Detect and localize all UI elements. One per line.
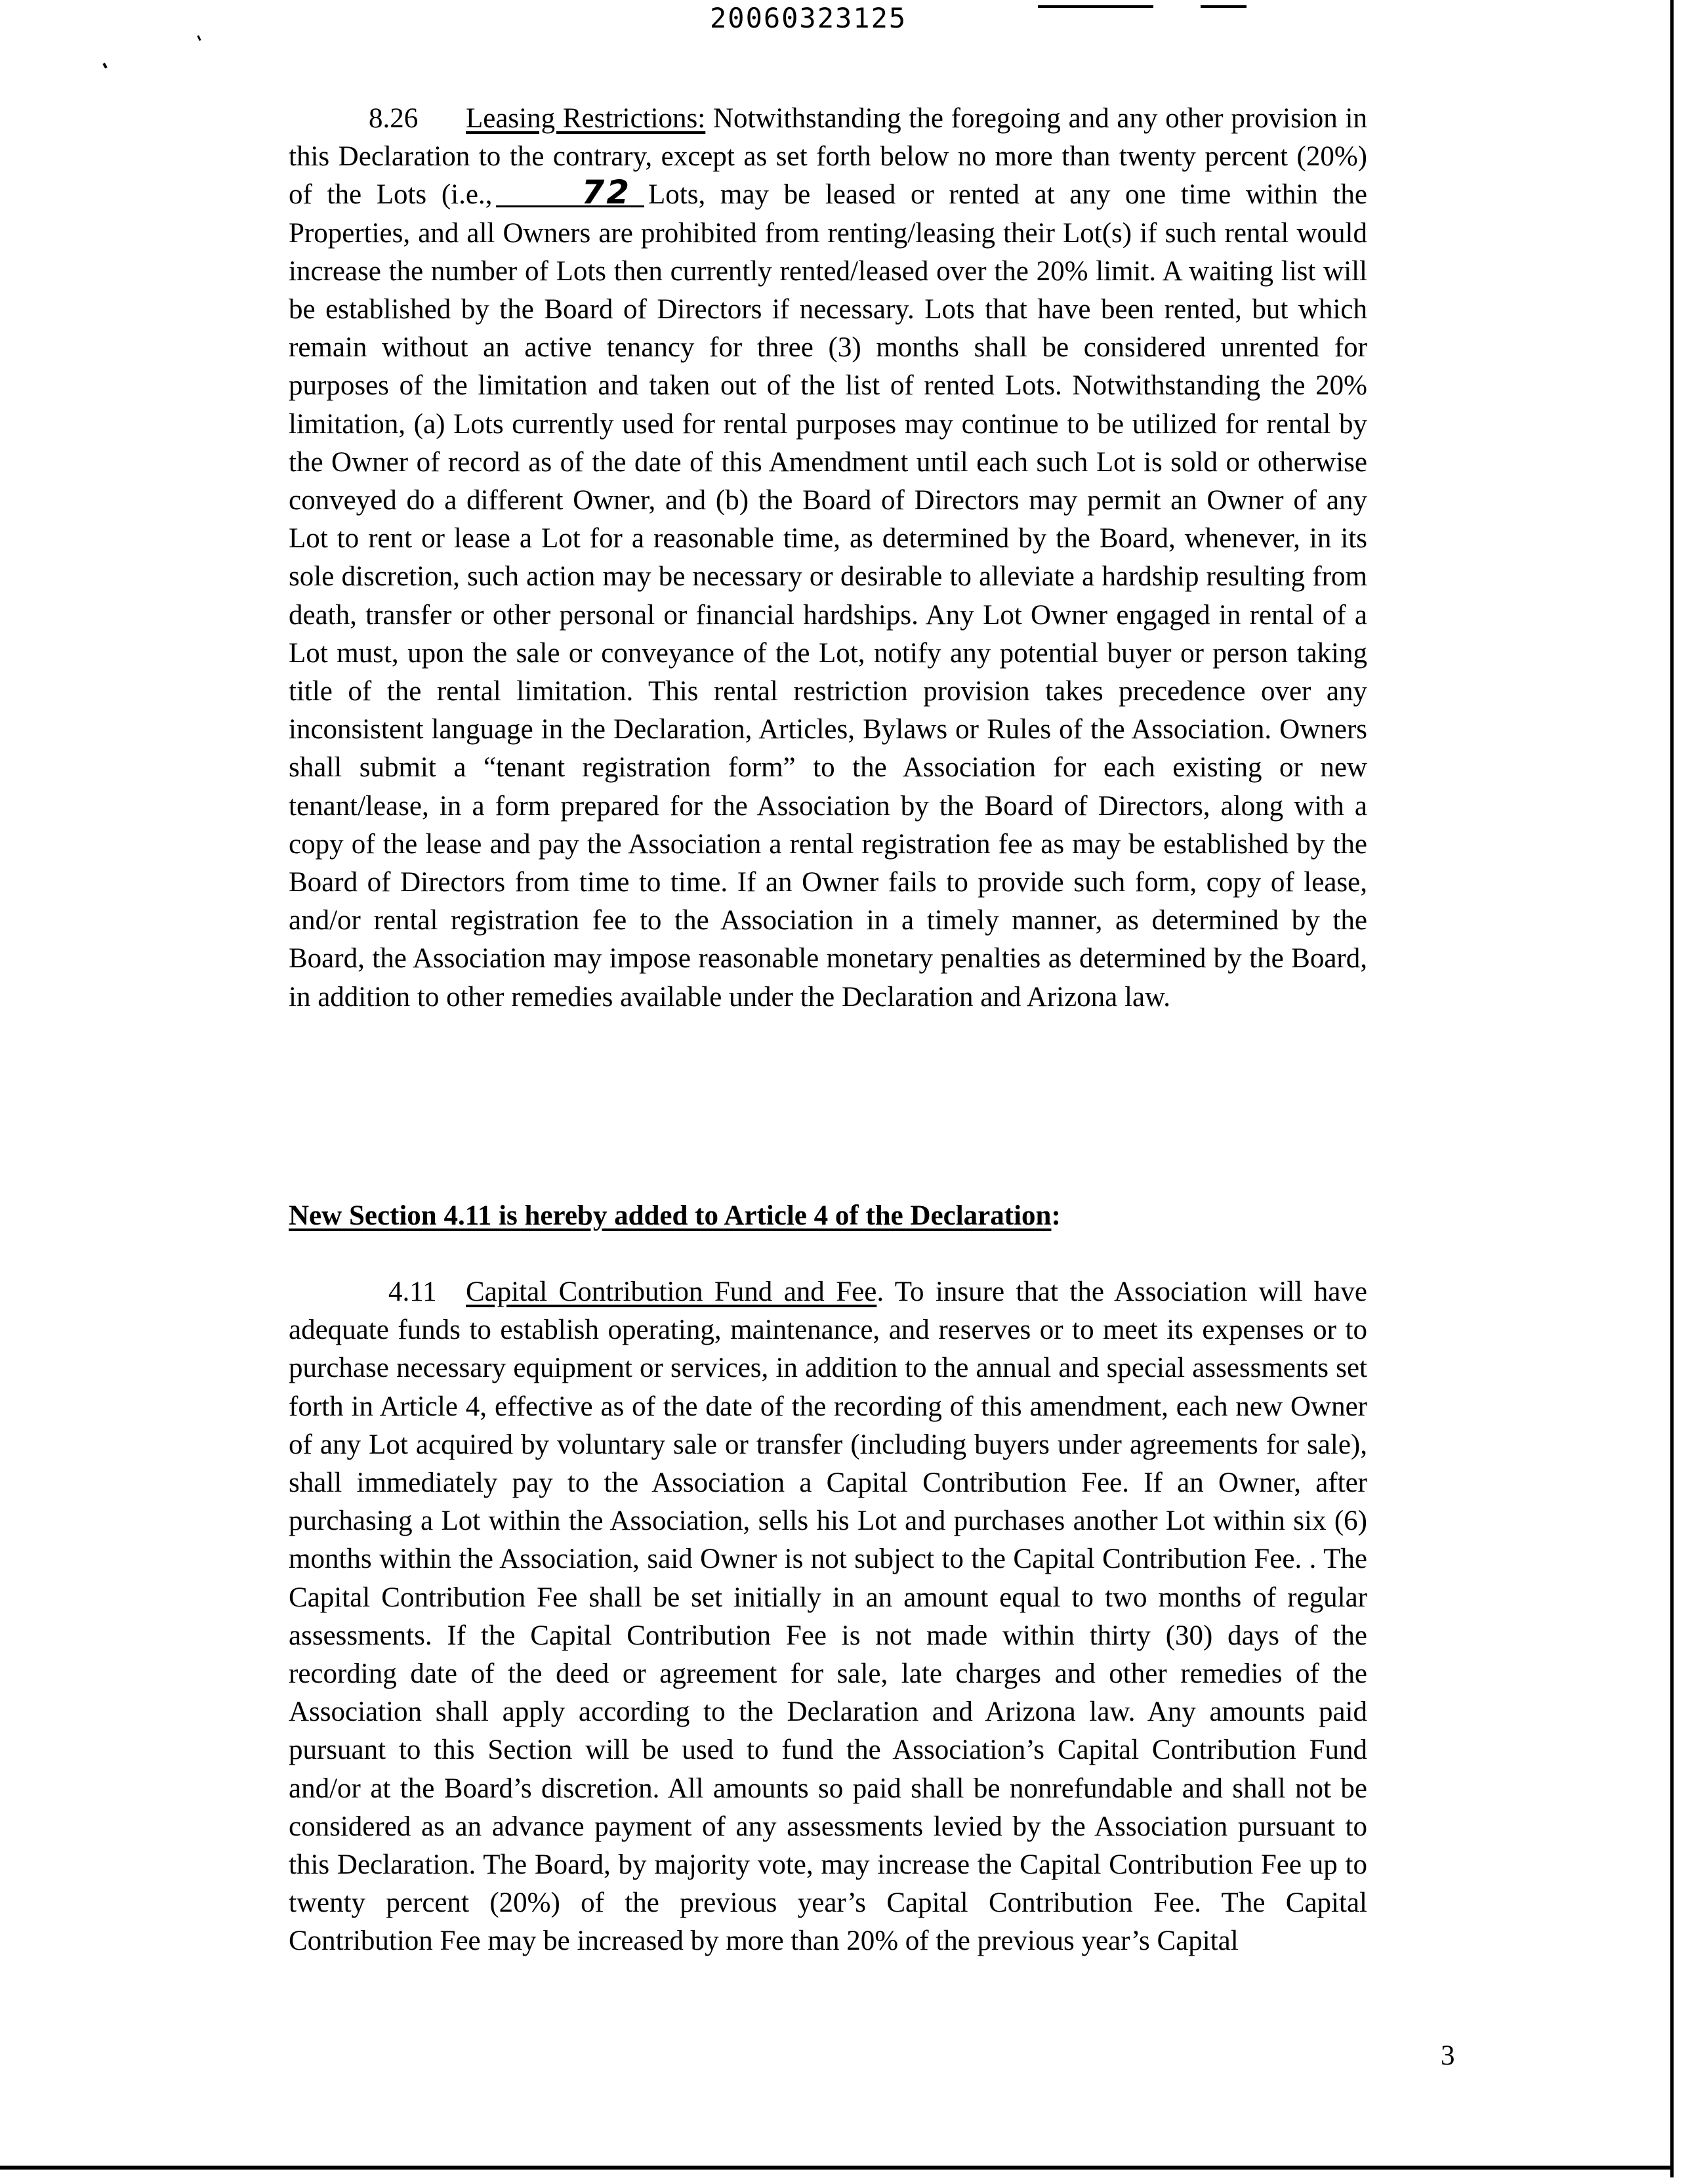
- heading-punctuation: :: [1051, 1200, 1061, 1231]
- scan-speck: [197, 35, 201, 41]
- section-text: Notwithstanding the foregoing and any other provision in this Declaration to the contrary, except as set forth below no more than twenty percent (20%) of the Lots (i.e.,: [289, 103, 1368, 211]
- section-4-11: [289, 1273, 1367, 1961]
- scan-speck: [102, 63, 107, 69]
- scan-border-right: [1670, 0, 1674, 2177]
- recording-number: 20060323125: [710, 2, 907, 34]
- scan-border-bottom: [0, 2166, 1674, 2170]
- heading-text: New Section 4.11 is hereby added to Article 4 of the Declaration: [289, 1200, 1052, 1231]
- scan-mark-top: [1038, 5, 1153, 8]
- page-number: 3: [1441, 2040, 1455, 2071]
- section-heading: [289, 1197, 1061, 1235]
- section-title-punctuation: .: [876, 1276, 884, 1307]
- section-text: Lots, may be leased or rented at any one time within the Properties, and all Owners are prohibited from renting/leasing their Lot(s) if such rental would increase the number of Lots then currently rented/leased over the 20% limit. A waiting list will be established by the Board of Directors if necessary. Lots that have been rented, but which remain without an active tenancy for three (3) months shall be considered unrented for purposes of the limitation and taken out of the list of rented Lots. Notwithstanding the 20% limitation, (a) Lots currently used for rental purposes may continue to be utilized for rental by the Owner of record as of the date of this Amendment until each such Lot is sold or otherwise conveyed do a different Owner, and (b) the Board of Directors may permit an Owner of any Lot to rent or lease a Lot for a reasonable time, as determined by the Board, whenever, in its sole discretion, such action may be necessary or desirable to alleviate a hardship resulting from death, transfer or other personal or financial hardships. Any Lot Owner engaged in rental of a Lot must, upon the sale or conveyance of the Lot, notify any potential buyer or person taking title of the rental limitation. This rental restriction provision takes precedence over any inconsistent language in the Declaration, Articles, Bylaws or Rules of the Association. Owners shall submit a “tenant registration form” to the Association for each existing or new tenant/lease, in a form prepared for the Association by the Board of Directors, along with a copy of the lease and pay the Association a rental registration fee as may be established by the Board of Directors from time to time. If an Owner fails to provide such form, copy of lease, and/or rental registration fee to the Association in a timely manner, as determined by the Board, the Association may impose reasonable monetary penalties as determined by the Board, in addition to other remedies available under the Declaration and Arizona law.: [289, 179, 1368, 1013]
- section-text: To insure that the Association will have adequate funds to establish operating, maintenance, and reserves or to meet its expenses or to purchase necessary equipment or services, in addition to the annual and special assessments set forth in Article 4, effective as of the date of the recording of this amendment, each new Owner of any Lot acquired by voluntary sale or transfer (including buyers under agreements for sale), shall immediately pay to the Association a Capital Contribution Fee. If an Owner, after purchasing a Lot within the Association, sells his Lot and purchases another Lot within six (6) months within the Association, said Owner is not subject to the Capital Contribution Fee. . The Capital Contribution Fee shall be set initially in an amount equal to two months of regular assessments. If the Capital Contribution Fee is not made within thirty (30) days of the recording date of the deed or agreement for sale, late charges and other remedies of the Association shall apply according to the Declaration and Arizona law. Any amounts paid pursuant to this Section will be used to fund the Association’s Capital Contribution Fund and/or at the Board’s discretion. All amounts so paid shall be nonrefundable and shall not be considered as an advance payment of any assessments levied by the Association pursuant to this Declaration. The Board, by majority vote, may increase the Capital Contribution Fee up to twenty percent (20%) of the previous year’s Capital Contribution Fee. The Capital Contribution Fee may be increased by more than 20% of the previous year’s Capital: [289, 1276, 1367, 1957]
- section-title: Leasing Restrictions:: [466, 103, 706, 134]
- section-number: 4.11: [388, 1276, 437, 1307]
- section-number: 8.26: [369, 103, 419, 134]
- handwritten-lot-count: 72: [496, 179, 644, 207]
- scan-mark-top: [1201, 5, 1247, 8]
- section-8-26: [289, 100, 1367, 1017]
- section-title: Capital Contribution Fund and Fee: [466, 1276, 877, 1307]
